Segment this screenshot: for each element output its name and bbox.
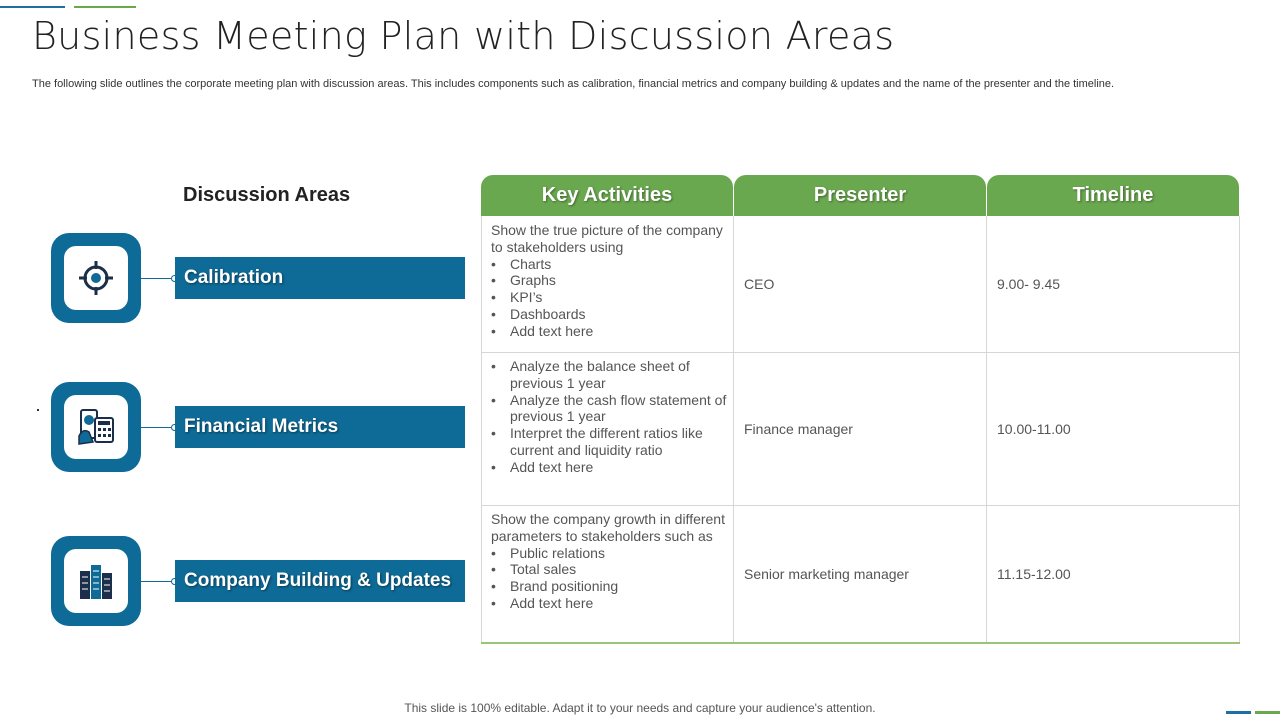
discussion-areas-heading: Discussion Areas bbox=[183, 184, 351, 206]
row-3-presenter: Senior marketing manager bbox=[744, 566, 909, 582]
calibration-label: Calibration bbox=[175, 257, 465, 299]
calibration-connector bbox=[141, 278, 175, 279]
row-1-intro: Show the true picture of the company to stakeholders using bbox=[491, 222, 723, 255]
row-2-activities bbox=[491, 358, 727, 476]
header-presenter: Presenter bbox=[734, 175, 986, 216]
list-item: • Dashboards bbox=[510, 306, 727, 323]
list-item: • Brand positioning bbox=[510, 578, 727, 595]
top-accent-green bbox=[74, 6, 136, 8]
row-2-timeline: 10.00-11.00 bbox=[997, 421, 1071, 437]
buildings-icon bbox=[76, 561, 116, 601]
list-item: • Interpret the different ratios like current and liquidity ratio bbox=[510, 425, 727, 459]
grid-line bbox=[481, 216, 482, 642]
list-item: • Analyze the balance sheet of previous 1 year bbox=[510, 358, 727, 392]
slide-subtitle: The following slide outlines the corporate meeting plan with discussion areas. This includes components such as calibration, financial metrics and company building & updates and the name of the presenter and the timeline. bbox=[32, 78, 1115, 90]
grid-line bbox=[986, 216, 987, 642]
grid-line bbox=[733, 216, 734, 642]
row-2-presenter: Finance manager bbox=[744, 421, 853, 437]
list-item: • Charts bbox=[510, 256, 727, 273]
slide-title: Business Meeting Plan with Discussion Areas bbox=[32, 14, 895, 58]
list-item: • Total sales bbox=[510, 561, 727, 578]
grid-line bbox=[481, 352, 1239, 353]
list-item: • Graphs bbox=[510, 272, 727, 289]
list-item: • KPI’s bbox=[510, 289, 727, 306]
row-3-intro: Show the company growth in different parameters to stakeholders such as bbox=[491, 511, 725, 544]
list-item: • Public relations bbox=[510, 545, 727, 562]
row-1-activities bbox=[491, 222, 727, 340]
company-building-label: Company Building & Updates bbox=[175, 560, 465, 602]
table-bottom-rule bbox=[481, 642, 1240, 644]
list-item: • Add text here bbox=[510, 459, 727, 476]
calibration-icon-box bbox=[51, 233, 141, 323]
grid-line bbox=[1239, 216, 1240, 642]
company-building-icon-box bbox=[51, 536, 141, 626]
bottom-accent-green bbox=[1255, 711, 1280, 714]
list-item: • Analyze the cash flow statement of previous 1 year bbox=[510, 392, 727, 426]
row-3-activities bbox=[491, 511, 727, 612]
company-building-connector bbox=[141, 581, 175, 582]
financial-metrics-icon-box bbox=[51, 382, 141, 472]
stray-dot bbox=[37, 409, 39, 411]
header-key-activities: Key Activities bbox=[481, 175, 733, 216]
footer-note: This slide is 100% editable. Adapt it to your needs and capture your audience's attention. bbox=[404, 701, 876, 715]
financial-metrics-label: Financial Metrics bbox=[175, 406, 465, 448]
row-3-timeline: 11.15-12.00 bbox=[997, 566, 1071, 582]
list-item: • Add text here bbox=[510, 323, 727, 340]
target-icon bbox=[77, 259, 115, 297]
bottom-accent-blue bbox=[1226, 711, 1251, 714]
header-timeline: Timeline bbox=[987, 175, 1239, 216]
financial-metrics-connector bbox=[141, 427, 175, 428]
row-1-timeline: 9.00- 9.45 bbox=[997, 276, 1061, 292]
calculator-icon bbox=[75, 406, 117, 448]
list-item: • Add text here bbox=[510, 595, 727, 612]
top-accent-blue bbox=[0, 6, 65, 8]
row-1-presenter: CEO bbox=[744, 276, 775, 292]
